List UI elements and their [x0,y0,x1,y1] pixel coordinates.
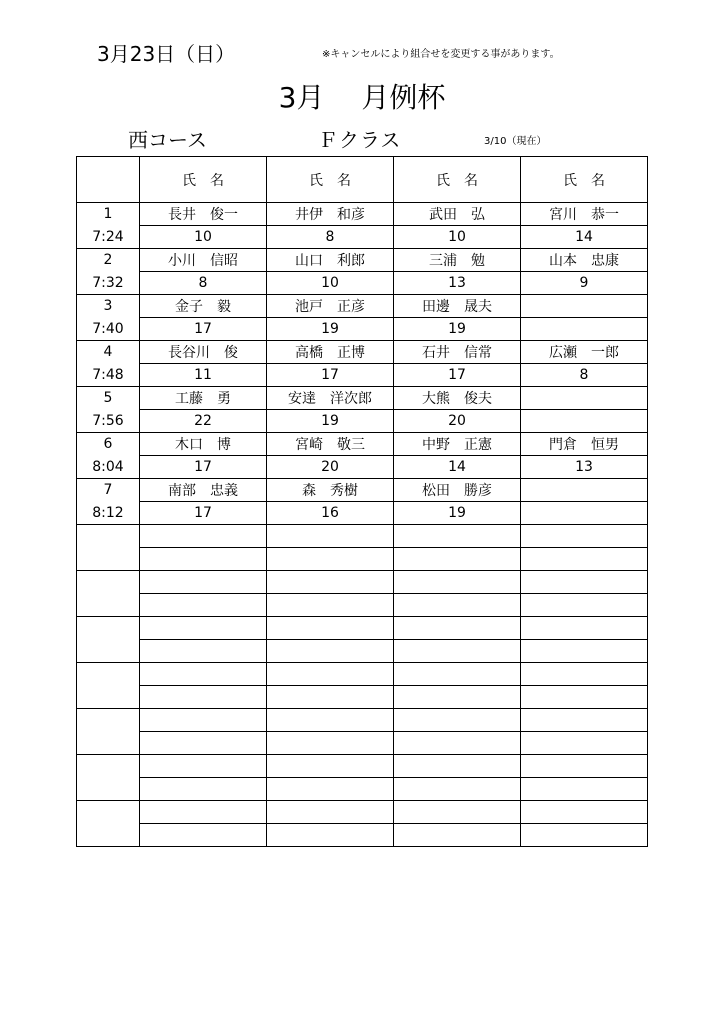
player-handicap: 17 [394,364,521,387]
player-handicap [267,778,394,801]
group-score-row [77,732,648,755]
class-label: Ｆクラス [318,128,402,152]
group-score-row [77,410,648,433]
player-name: 長井 俊一 [140,203,267,226]
tee-time [77,640,140,663]
player-handicap: 19 [267,318,394,341]
player-name [267,571,394,594]
group-score-row [77,318,648,341]
player-handicap [394,824,521,847]
group-name-row [77,479,648,502]
group-number [77,709,140,732]
player-name [394,571,521,594]
player-name [267,525,394,548]
player-name: 安達 洋次郎 [267,387,394,410]
group-number: 2 [77,249,140,272]
player-handicap [394,640,521,663]
player-name: 金子 毅 [140,295,267,318]
group-number: 3 [77,295,140,318]
group-score-row [77,272,648,295]
player-name: 武田 弘 [394,203,521,226]
group-score-row [77,640,648,663]
player-name [140,755,267,778]
player-handicap: 17 [140,318,267,341]
player-handicap [521,318,648,341]
header-blank-cell [77,157,140,203]
player-handicap: 10 [394,226,521,249]
event-date: 3月23日（日） [97,42,236,66]
pairing-table [76,156,648,847]
player-name [140,663,267,686]
player-name: 池戸 正彦 [267,295,394,318]
player-handicap: 16 [267,502,394,525]
group-number [77,755,140,778]
tee-time [77,594,140,617]
player-handicap [140,594,267,617]
group-name-row [77,617,648,640]
group-name-row [77,249,648,272]
group-name-row [77,387,648,410]
player-name [140,571,267,594]
player-handicap [140,732,267,755]
player-name [394,755,521,778]
player-handicap: 8 [521,364,648,387]
player-name: 長谷川 俊 [140,341,267,364]
player-name [267,709,394,732]
player-handicap: 17 [140,456,267,479]
player-name [521,663,648,686]
tee-time: 7:56 [77,410,140,433]
group-score-row [77,364,648,387]
player-name: 山本 忠康 [521,249,648,272]
player-name: 井伊 和彦 [267,203,394,226]
group-number: 7 [77,479,140,502]
player-handicap: 19 [394,502,521,525]
player-handicap: 20 [394,410,521,433]
column-header: 氏 名 [521,157,648,203]
player-handicap: 14 [521,226,648,249]
player-name: 松田 勝彦 [394,479,521,502]
tee-time: 8:12 [77,502,140,525]
player-name [394,801,521,824]
tee-time: 7:40 [77,318,140,341]
player-name [521,801,648,824]
player-handicap [394,778,521,801]
player-handicap: 14 [394,456,521,479]
group-number: 5 [77,387,140,410]
player-name: 小川 信昭 [140,249,267,272]
player-name [521,571,648,594]
player-name: 広瀬 一郎 [521,341,648,364]
player-name [267,663,394,686]
group-number: 6 [77,433,140,456]
tee-time [77,686,140,709]
player-name [140,525,267,548]
group-score-row [77,778,648,801]
player-name: 宮川 恭一 [521,203,648,226]
player-handicap [521,502,648,525]
group-name-row [77,295,648,318]
player-name: 木口 博 [140,433,267,456]
group-name-row [77,203,648,226]
player-handicap [521,548,648,571]
player-handicap [521,778,648,801]
group-score-row [77,594,648,617]
player-name [521,709,648,732]
player-name: 田邊 晟夫 [394,295,521,318]
player-handicap: 10 [267,272,394,295]
player-name [521,295,648,318]
group-name-row [77,525,648,548]
tee-time: 7:24 [77,226,140,249]
as-of-date: 3/10（現在） [484,136,547,147]
tee-time: 7:32 [77,272,140,295]
player-name [521,617,648,640]
player-handicap: 13 [521,456,648,479]
player-name: 三浦 勉 [394,249,521,272]
player-handicap [521,686,648,709]
player-handicap [267,640,394,663]
player-handicap [140,686,267,709]
player-name: 森 秀樹 [267,479,394,502]
player-handicap [140,548,267,571]
group-name-row [77,801,648,824]
page-title: 3月 月例杯 [278,81,446,114]
tee-time [77,778,140,801]
player-name: 宮崎 敬三 [267,433,394,456]
player-handicap: 19 [267,410,394,433]
group-number [77,571,140,594]
course-name: 西コース [128,128,207,152]
group-score-row [77,548,648,571]
group-score-row [77,824,648,847]
player-handicap [267,824,394,847]
tee-time: 8:04 [77,456,140,479]
player-handicap: 20 [267,456,394,479]
column-header: 氏 名 [267,157,394,203]
group-number: 1 [77,203,140,226]
player-name: 大熊 俊夫 [394,387,521,410]
player-name [521,479,648,502]
player-handicap [140,778,267,801]
group-number [77,663,140,686]
group-score-row [77,686,648,709]
group-name-row [77,341,648,364]
player-handicap [267,594,394,617]
player-handicap: 11 [140,364,267,387]
player-name [267,801,394,824]
player-name [394,663,521,686]
player-name [394,525,521,548]
player-handicap: 17 [267,364,394,387]
table-header-row [77,157,648,203]
player-name [394,709,521,732]
column-header: 氏 名 [394,157,521,203]
player-handicap [267,732,394,755]
player-handicap [394,686,521,709]
group-name-row [77,709,648,732]
player-handicap [394,594,521,617]
player-name [140,617,267,640]
player-name [521,525,648,548]
tee-time [77,548,140,571]
group-number: 4 [77,341,140,364]
group-number [77,525,140,548]
player-handicap [521,824,648,847]
player-handicap [521,410,648,433]
player-name [394,617,521,640]
player-handicap: 13 [394,272,521,295]
player-name [267,617,394,640]
group-number [77,801,140,824]
column-header: 氏 名 [140,157,267,203]
player-name: 門倉 恒男 [521,433,648,456]
tee-time [77,732,140,755]
player-name: 山口 利郎 [267,249,394,272]
player-name [267,755,394,778]
player-handicap [521,732,648,755]
player-name [521,755,648,778]
group-score-row [77,226,648,249]
group-name-row [77,663,648,686]
player-name [521,387,648,410]
player-handicap: 22 [140,410,267,433]
cancellation-note: ※キャンセルにより組合せを変更する事があります。 [322,49,560,60]
player-handicap: 10 [140,226,267,249]
player-handicap [394,732,521,755]
player-handicap [521,594,648,617]
player-handicap: 9 [521,272,648,295]
player-handicap: 8 [267,226,394,249]
player-name: 高橋 正博 [267,341,394,364]
group-name-row [77,571,648,594]
group-name-row [77,433,648,456]
player-name: 南部 忠義 [140,479,267,502]
tee-time: 7:48 [77,364,140,387]
group-name-row [77,755,648,778]
player-handicap [140,640,267,663]
player-handicap: 17 [140,502,267,525]
tee-time [77,824,140,847]
player-handicap: 8 [140,272,267,295]
player-name [140,709,267,732]
player-handicap [140,824,267,847]
player-handicap: 19 [394,318,521,341]
group-score-row [77,456,648,479]
player-handicap [521,640,648,663]
player-handicap [394,548,521,571]
group-score-row [77,502,648,525]
player-handicap [267,548,394,571]
player-handicap [267,686,394,709]
player-name: 石井 信常 [394,341,521,364]
group-number [77,617,140,640]
player-name [140,801,267,824]
player-name: 工藤 勇 [140,387,267,410]
player-name: 中野 正憲 [394,433,521,456]
